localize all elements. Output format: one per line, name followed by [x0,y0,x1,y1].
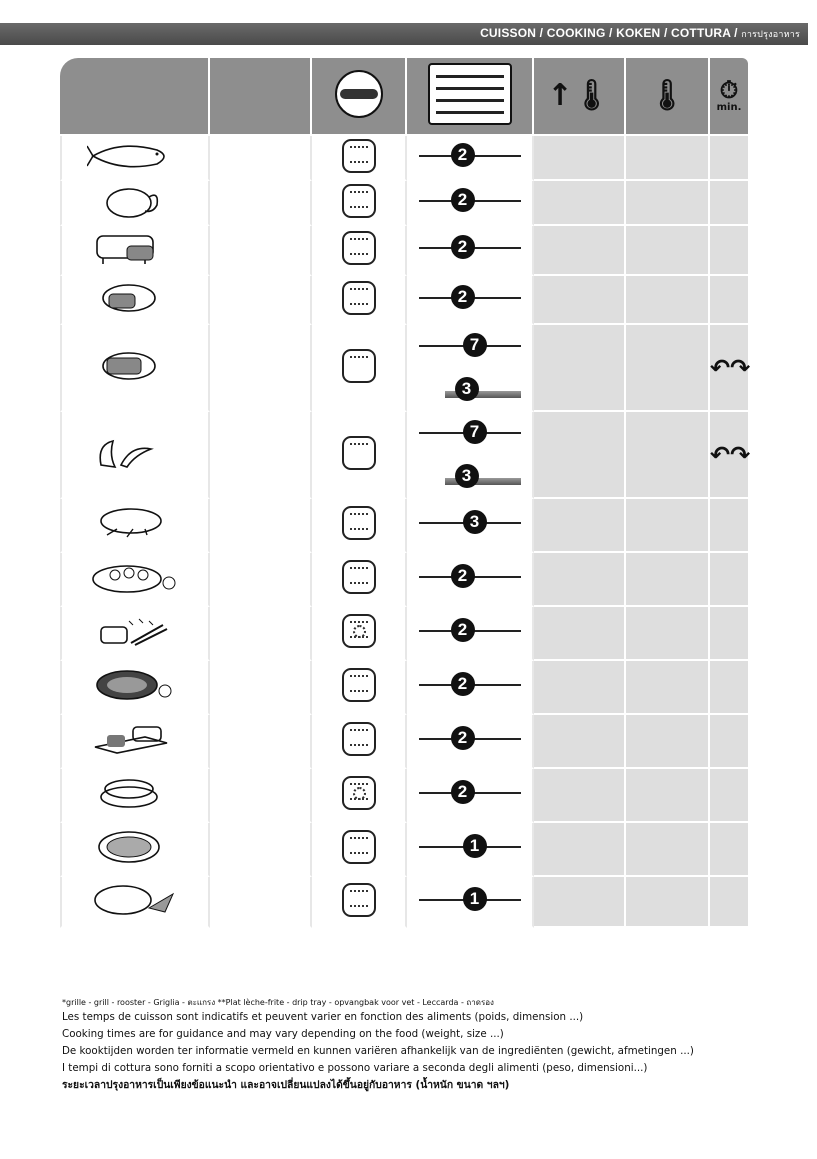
rack-number: 7 [463,420,487,444]
preheat-temp-icon: ↑🌡 [547,78,611,113]
rack-number: 2 [451,780,475,804]
pork-icon [87,280,183,316]
note-en: Cooking times are for guidance and may vary depending on the food (weight, size ...) [62,1028,504,1040]
rack-cell [407,877,534,928]
rack-position [415,510,525,536]
pizza-slice-icon [87,882,183,918]
rack-number: 7 [463,333,487,357]
time-cell [710,226,748,276]
table-row [60,823,748,877]
header-bar [0,23,808,45]
tart-icon [87,559,183,595]
cooking-table [60,58,751,928]
table-row [60,412,748,499]
rack-cell [407,769,534,823]
time-cell [710,499,748,553]
time-cell [710,769,748,823]
blank-cell [210,715,312,769]
preheat-cell [534,715,626,769]
table-row [60,553,748,607]
rack-cell [407,412,534,499]
blank-cell [210,226,312,276]
mode-cell [312,325,407,412]
table-row [60,325,748,412]
top-bottom-mode-icon [342,883,376,917]
rack-cell [407,553,534,607]
turn-over-icon: ↶↷ [710,353,751,382]
rack-number: 2 [451,143,475,167]
temp-cell [626,877,710,928]
note-it: I tempi di cottura sono forniti a scopo orientativo e possono variare a seconda degli alimenti (peso, dimensioni...) [62,1062,648,1074]
top-bottom-mode-icon [342,560,376,594]
top-bottom-mode-icon [342,184,376,218]
turn-over-icon: ↶↷ [710,440,751,469]
rack-number: 2 [451,285,475,309]
blank-cell [210,181,312,226]
rack-number: 1 [463,887,487,911]
fan-mode-icon [342,614,376,648]
rack-cell [407,226,534,276]
note-th: ระยะเวลาปรุงอาหารเป็นเพียงข้อแนะนำ และอาจเปลี่ยนแปลงได้ขึ้นอยู่กับอาหาร (น้ำหนัก ขนาด ฯลฯ) [62,1079,510,1091]
notes [62,997,802,1094]
top-bottom-mode-icon [342,668,376,702]
food-cell [60,325,210,412]
preheat-cell [534,823,626,877]
time-cell [710,276,748,325]
food-cell [60,276,210,325]
temp-cell [626,226,710,276]
temp-cell [626,276,710,325]
rack-position [415,333,525,359]
mode-cell [312,661,407,715]
time-cell [710,412,751,499]
rack-number: 1 [463,834,487,858]
pizza-icon [87,505,183,541]
rack-cell [407,661,534,715]
dial-icon [335,70,383,118]
blank-cell [210,769,312,823]
preheat-cell [534,412,626,499]
rack-position [415,188,525,214]
mode-cell [312,553,407,607]
header-blank-cell [210,58,312,136]
rack-number: 3 [463,510,487,534]
time-cell [710,553,748,607]
mode-cell [312,769,407,823]
rack-cell [407,607,534,661]
rack-number: 2 [451,188,475,212]
food-cell [60,661,210,715]
top-bottom-mode-icon [342,722,376,756]
preheat-cell [534,499,626,553]
temp-cell [626,325,710,412]
mode-cell [312,136,407,181]
blank-cell [210,136,312,181]
mode-cell [312,607,407,661]
mode-cell [312,877,407,928]
time-cell [710,715,748,769]
bread-icon [87,721,183,757]
rack-position [415,235,525,261]
timer-icon: ⏱ min. [716,76,742,113]
preheat-cell [534,877,626,928]
temp-cell [626,715,710,769]
header-rack-cell [407,58,534,136]
header-mode-cell [312,58,407,136]
blank-cell [210,276,312,325]
rack-position [415,780,525,806]
time-cell [710,136,748,181]
blank-cell [210,325,312,412]
cake-icon [87,613,183,649]
food-cell [60,607,210,661]
rack-number: 2 [451,564,475,588]
rack-number: 3 [455,464,479,488]
blank-cell [210,823,312,877]
page-title [480,26,800,41]
time-cell [710,823,748,877]
header-preheat-cell [534,58,626,136]
time-cell [710,607,748,661]
rack-cell [407,325,534,412]
temp-cell [626,553,710,607]
timer-label: min. [716,102,742,113]
food-cell [60,412,210,499]
rack-position [415,420,525,446]
rack-cell [407,136,534,181]
rack-number: 2 [451,235,475,259]
rack-number: 2 [451,726,475,750]
temp-cell [626,181,710,226]
chicken-icon [87,183,183,219]
drip-tray-rack [415,377,525,403]
food-cell [60,823,210,877]
header-temp-cell [626,58,710,136]
top-bottom-mode-icon [342,506,376,540]
top-bottom-mode-icon [342,281,376,315]
time-cell [710,877,748,928]
time-cell [710,325,751,412]
fish-icon [87,138,183,174]
mode-cell [312,715,407,769]
blank-cell [210,607,312,661]
top-mode-icon [342,436,376,470]
mode-cell [312,276,407,325]
rack-position [415,618,525,644]
preheat-cell [534,181,626,226]
rack-number: 2 [451,618,475,642]
table-header-row [60,58,748,136]
pork-grill-icon [87,348,183,384]
food-cell [60,553,210,607]
temp-icon: 🌡 [647,78,687,113]
rack-position [415,143,525,169]
temp-cell [626,412,710,499]
note-nl: De kooktijden worden ter informatie vermeld en kunnen variëren afhankelijk van de ingrediënten (gewicht, afmetingen ...) [62,1045,694,1057]
sausage-icon [87,435,183,471]
preheat-cell [534,553,626,607]
rack-position [415,672,525,698]
temp-cell [626,607,710,661]
rack-card-icon [428,63,512,125]
blank-cell [210,499,312,553]
blank-cell [210,553,312,607]
rack-position [415,726,525,752]
blank-cell [210,412,312,499]
quiche-icon [87,667,183,703]
rack-position [415,564,525,590]
table-row [60,769,748,823]
mode-cell [312,226,407,276]
temp-cell [626,661,710,715]
preheat-cell [534,607,626,661]
rack-position [415,285,525,311]
temp-cell [626,499,710,553]
page-title-text: CUISSON / COOKING / KOKEN / COTTURA / [480,26,742,40]
footnote: *grille - grill - rooster - Griglia - ตะแกรง **Plat lèche-frite - drip tray - opvangbak voor vet - Leccarda - ถาดรอง [62,998,494,1007]
mode-cell [312,412,407,499]
food-cell [60,499,210,553]
table-row [60,276,748,325]
preheat-cell [534,276,626,325]
blank-cell [210,877,312,928]
rack-number: 3 [455,377,479,401]
pie-icon [87,775,183,811]
rack-cell [407,181,534,226]
rack-cell [407,715,534,769]
preheat-cell [534,661,626,715]
blank-cell [210,661,312,715]
food-cell [60,226,210,276]
fan-mode-icon [342,776,376,810]
rack-position [415,887,525,913]
rack-cell [407,823,534,877]
preheat-cell [534,136,626,181]
rack-number: 2 [451,672,475,696]
top-bottom-mode-icon [342,830,376,864]
gratin-icon [87,829,183,865]
rack-cell [407,276,534,325]
preheat-cell [534,325,626,412]
mode-cell [312,181,407,226]
time-cell [710,661,748,715]
preheat-cell [534,769,626,823]
temp-cell [626,823,710,877]
table-row [60,226,748,276]
header-food-cell [60,58,210,136]
time-cell [710,181,748,226]
table-row [60,715,748,769]
mode-cell [312,823,407,877]
top-bottom-mode-icon [342,139,376,173]
rack-position [415,834,525,860]
table-row [60,607,748,661]
rack-cell [407,499,534,553]
top-mode-icon [342,349,376,383]
table-row [60,661,748,715]
table-row [60,136,748,181]
food-cell [60,877,210,928]
food-cell [60,769,210,823]
mode-cell [312,499,407,553]
preheat-cell [534,226,626,276]
drip-tray-rack [415,464,525,490]
table-row [60,499,748,553]
note-fr: Les temps de cuisson sont indicatifs et peuvent varier en fonction des aliments (poids, dimension ...) [62,1011,584,1023]
food-cell [60,136,210,181]
food-cell [60,715,210,769]
page-title-thai: การปรุงอาหาร [741,29,800,39]
table-row [60,877,748,928]
beef-icon [87,230,183,266]
temp-cell [626,136,710,181]
top-bottom-mode-icon [342,231,376,265]
temp-cell [626,769,710,823]
food-cell [60,181,210,226]
header-timer-cell [710,58,748,136]
table-row [60,181,748,226]
